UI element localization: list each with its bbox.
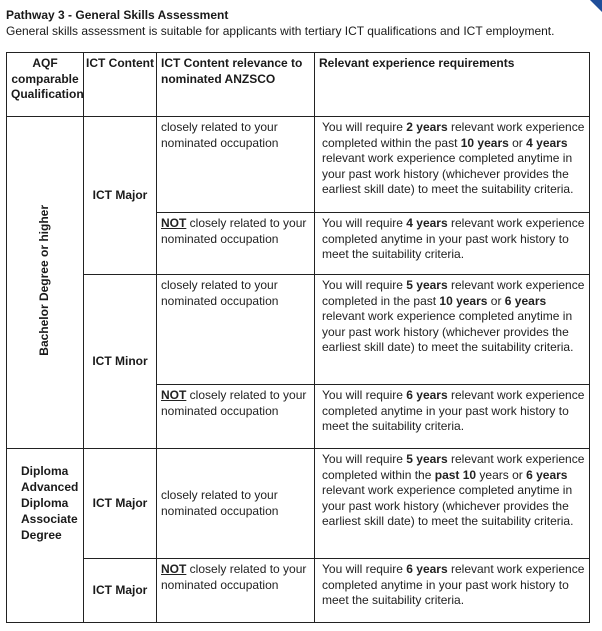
experience-text: years or — [476, 467, 527, 482]
skills-assessment-table — [6, 52, 590, 623]
experience-text: relevant work experience completed in the past — [322, 278, 585, 308]
experience-emphasis: 5 years — [406, 278, 448, 292]
diploma-line: Degree — [21, 528, 62, 542]
relevance-not-rest: closely related to your nominated occupation — [161, 388, 307, 418]
experience-emphasis: 6 years — [504, 293, 547, 308]
table-row — [7, 117, 590, 213]
experience-emphasis: 5 years — [406, 452, 448, 466]
diploma-line: Advanced — [21, 480, 79, 494]
relevance-not-closely — [157, 385, 315, 449]
not-emphasis: NOT — [161, 562, 187, 576]
group-bachelor-cell — [7, 117, 84, 449]
ict-major-cell: ICT Major — [84, 117, 157, 275]
header-qualification: AQF comparable Qualification — [7, 53, 84, 117]
diploma-line: Associate — [21, 512, 78, 526]
ict-major-cell: ICT Major — [84, 559, 157, 623]
experience-emphasis: 4 years — [526, 135, 568, 150]
experience-emphasis: 10 years — [439, 293, 488, 308]
group-diploma-cell — [7, 449, 84, 623]
ict-minor-cell: ICT Minor — [84, 275, 157, 449]
experience-cell — [315, 385, 590, 449]
experience-emphasis: 4 years — [406, 216, 448, 230]
header-relevance: ICT Content relevance to nominated ANZSCO — [157, 53, 315, 117]
experience-emphasis: 6 years — [406, 562, 448, 576]
diploma-line: Diploma — [21, 464, 69, 478]
page-subtitle: General skills assessment is suitable for applicants with tertiary ICT qualifications and ICT employment. — [6, 24, 555, 38]
header-ict-content: ICT Content — [84, 53, 157, 117]
relevance-not-rest: closely related to your nominated occupation — [161, 216, 307, 246]
experience-text: relevant work experience completed anytime in your past work history to meet the suitability criteria. — [322, 216, 585, 261]
corner-marker — [590, 0, 602, 12]
experience-text: You will require — [322, 388, 407, 402]
experience-text: relevant work experience completed anytime in your past work history (whichever provides the earliest skill date) to meet the suitability criteria. — [322, 151, 574, 196]
ict-major-cell: ICT Major — [84, 449, 157, 559]
experience-text: or — [508, 135, 527, 150]
header-experience: Relevant experience requirements — [315, 53, 590, 117]
experience-text: relevant work experience completed within the past — [322, 120, 585, 150]
experience-text: relevant work experience completed anytime in your past work history (whichever provides the earliest skill date) to meet the suitability criteria. — [322, 483, 574, 528]
relevance-closely: closely related to your nominated occupation — [157, 275, 315, 385]
relevance-not-closely — [157, 213, 315, 275]
experience-emphasis: 6 years — [526, 467, 568, 482]
relevance-not-rest: closely related to your nominated occupation — [161, 562, 307, 592]
table-row — [7, 559, 590, 623]
experience-cell — [315, 275, 590, 385]
experience-cell — [315, 213, 590, 275]
relevance-not-closely — [157, 559, 315, 623]
experience-text: You will require — [322, 452, 407, 466]
not-emphasis: NOT — [161, 388, 187, 402]
experience-text: You will require — [322, 562, 407, 576]
table-row — [7, 275, 590, 385]
experience-emphasis: 10 years — [460, 135, 509, 150]
experience-text: You will require — [322, 278, 407, 292]
diploma-line: Diploma — [21, 496, 69, 510]
not-emphasis: NOT — [161, 216, 187, 230]
experience-text: You will require — [322, 120, 407, 134]
experience-text: relevant work experience completed anytime in your past work history to meet the suitability criteria. — [322, 388, 585, 433]
experience-text: relevant work experience completed anytime in your past work history (whichever provides the earliest skill date) to meet the suitability criteria. — [322, 309, 574, 354]
experience-cell — [315, 449, 590, 559]
experience-cell — [315, 117, 590, 213]
table-header-row — [7, 53, 590, 117]
table-row — [7, 449, 590, 559]
experience-text: You will require — [322, 216, 407, 230]
experience-text: relevant work experience completed anytime in your past work history to meet the suitability criteria. — [322, 562, 585, 607]
page-title: Pathway 3 - General Skills Assessment — [6, 8, 229, 22]
relevance-closely: closely related to your nominated occupation — [157, 449, 315, 559]
experience-cell — [315, 559, 590, 623]
experience-emphasis: 2 years — [406, 120, 448, 134]
experience-text: or — [487, 293, 505, 308]
group-bachelor-label: Bachelor Degree or higher — [37, 204, 52, 356]
experience-emphasis: 6 years — [406, 388, 448, 402]
relevance-closely: closely related to your nominated occupation — [157, 117, 315, 213]
experience-emphasis: past 10 — [434, 467, 477, 482]
experience-text: relevant work experience completed within the — [322, 452, 585, 482]
